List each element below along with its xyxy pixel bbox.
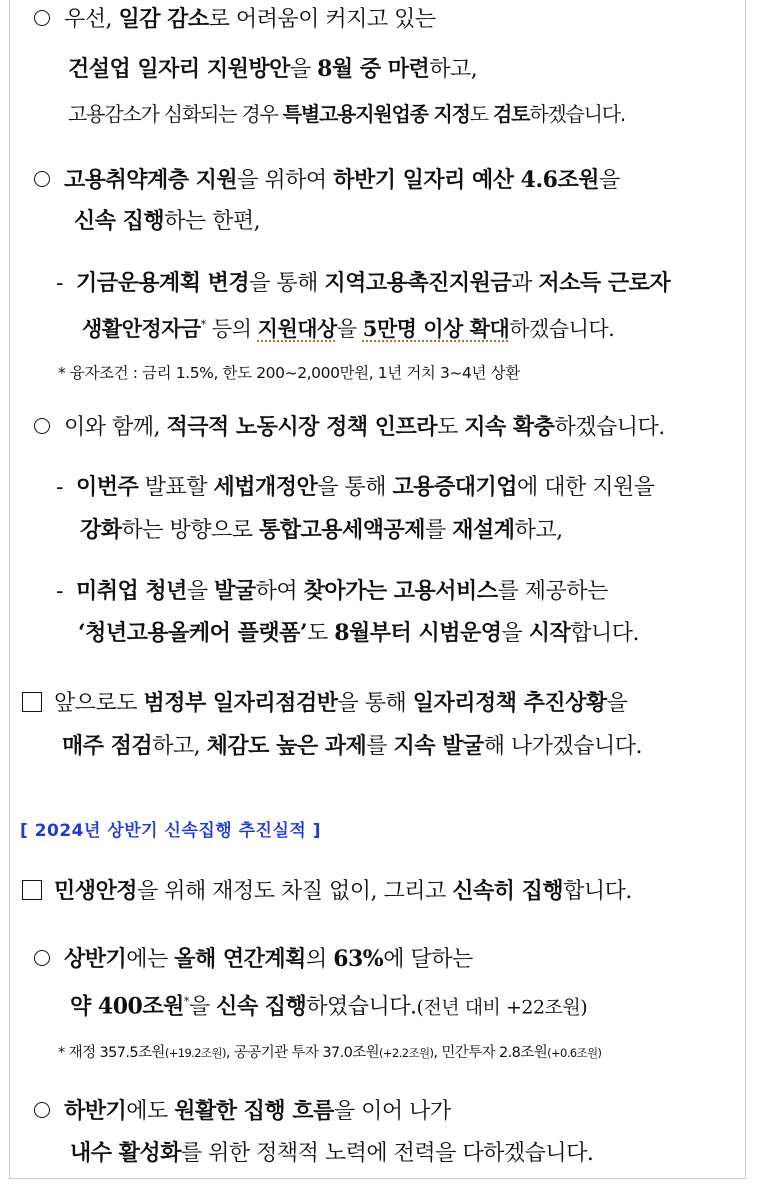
circle-bullet-icon — [34, 1102, 50, 1118]
bold-text: 강화 — [80, 517, 122, 543]
bold-text: 63% — [333, 946, 384, 972]
bold-text: 기금운용계획 변경 — [75, 270, 250, 296]
circle-bullet-icon — [34, 950, 50, 966]
footnote: * 융자조건 : 금리 1.5%, 한도 200~2,000만원, 1년 거치 3~4년 상환 — [58, 364, 520, 382]
text: 해 나가겠습니다. — [483, 734, 642, 759]
footnote — [58, 1042, 601, 1064]
circle-bullet-icon — [34, 171, 50, 187]
text: 도 — [437, 415, 465, 440]
bullet-line — [34, 944, 473, 975]
bold-text: 검토 — [493, 102, 530, 126]
text-line — [78, 618, 639, 649]
text-line — [74, 206, 260, 237]
text: 하고, — [514, 518, 563, 543]
text: (전년 대비 +22조원) — [416, 996, 588, 1019]
text: 하여 — [255, 579, 304, 604]
text: (+0.6조원) — [547, 1046, 602, 1060]
text: 하였습니다. — [306, 994, 417, 1020]
text: 를 — [366, 734, 394, 759]
bold-text: 저소득 근로자 — [538, 270, 671, 296]
bold-text: 일감 감소 — [118, 6, 209, 32]
footnote-mark: * — [183, 995, 189, 1008]
text: 하고, — [429, 57, 478, 82]
bold-text: 미취업 청년 — [75, 578, 187, 604]
dash-marker: - — [56, 271, 63, 296]
bold-text: 8월부터 시범운영 — [334, 620, 502, 646]
bold-text: 올해 연간계획 — [174, 946, 306, 972]
bold-text: 신속 집행 — [74, 208, 165, 234]
text: 을 이어 나가 — [333, 1099, 451, 1124]
bold-text: 하반기 — [64, 1098, 127, 1124]
text: 합니다. — [563, 879, 632, 904]
text: 앞으로도 — [54, 691, 144, 716]
text: 에 달하는 — [383, 947, 473, 972]
text: 로 어려움이 커지고 있는 — [208, 7, 436, 32]
square-bullet-icon — [22, 692, 42, 712]
text: 등의 — [205, 317, 258, 341]
bold-text: 지속 발굴 — [393, 733, 484, 759]
bold-text: 재설계 — [452, 517, 515, 543]
text: 에 대한 지원을 — [516, 475, 655, 500]
text: 이와 함께, — [64, 415, 167, 440]
bold-text: ‘청년고용올케어 플랫폼’ — [78, 620, 307, 646]
bold-text: 시작 — [528, 620, 571, 646]
text: 을 — [501, 621, 529, 646]
text: 을 — [606, 691, 628, 716]
text: 을 위해 재정도 차질 없이, 그리고 — [137, 879, 453, 904]
bold-text: 범정부 일자리점검반 — [143, 690, 338, 716]
bold-text: 체감도 높은 과제 — [206, 733, 367, 759]
text-line — [68, 99, 625, 129]
bold-text: 일자리정책 추진상황 — [412, 690, 607, 716]
text: , 공공기관 투자 37.0조원 — [225, 1045, 380, 1061]
bold-text: 하반기 일자리 예산 4.6조원 — [333, 167, 599, 193]
box-line — [22, 688, 627, 719]
text: 를 제공하는 — [497, 579, 608, 604]
bullet-line — [34, 165, 620, 196]
text: 하겠습니다. — [554, 415, 665, 440]
text: 을 — [598, 168, 620, 193]
text-line — [62, 731, 642, 762]
text: 도 — [469, 102, 494, 126]
text: 도 — [307, 621, 335, 646]
bold-text: 발굴 — [214, 578, 256, 604]
text: 하고, — [152, 734, 207, 759]
text-line — [70, 1138, 593, 1169]
text: 하겠습니다. — [509, 317, 615, 341]
text-line — [68, 54, 477, 85]
square-bullet-icon — [22, 880, 42, 900]
bold-text: 생활안정자금 — [82, 316, 201, 341]
bold-text: 지역고용촉진지원금 — [324, 270, 512, 296]
text: 하는 방향으로 — [121, 518, 260, 543]
text: 을 위하여 — [237, 168, 334, 193]
text: 을 통해 — [337, 691, 413, 716]
footnote-mark: * — [200, 318, 206, 331]
text: 을 — [186, 579, 215, 604]
text: 합니다. — [570, 621, 639, 646]
text: 을 — [188, 994, 217, 1020]
bold-text: 이번주 — [75, 474, 139, 500]
bold-text: 찾아가는 고용서비스 — [303, 578, 498, 604]
circle-bullet-icon — [34, 418, 50, 434]
section-header: [ 2024년 상반기 신속집행 추진실적 ] — [20, 821, 322, 841]
text: 을 통해 — [249, 271, 325, 296]
text: (+2.2조원) — [379, 1046, 434, 1060]
bold-text: 고용취약계층 지원 — [64, 167, 238, 193]
bullet-line — [34, 1096, 451, 1127]
bold-text: 신속히 집행 — [452, 878, 564, 904]
text: 을 통해 — [317, 475, 393, 500]
dash-line — [56, 576, 608, 607]
circle-bullet-icon — [34, 10, 50, 26]
text-line — [82, 310, 614, 344]
bold-text: 건설업 일자리 지원방안 — [68, 56, 290, 82]
text: 을 — [289, 57, 318, 82]
bold-text: 지원대상 — [257, 316, 337, 341]
bold-text: 고용증대기업 — [392, 474, 517, 500]
text: 우선, — [64, 7, 119, 32]
dash-marker: - — [56, 475, 63, 500]
bold-text: 상반기 — [64, 946, 127, 972]
text: 하겠습니다. — [529, 102, 626, 126]
text: * 재정 357.5조원 — [58, 1045, 165, 1061]
bold-text: 원활한 집행 흐름 — [174, 1098, 334, 1124]
bold-text: 지속 확충 — [464, 414, 555, 440]
text: 고용감소가 심화되는 경우 — [68, 102, 283, 126]
dash-line — [56, 268, 670, 299]
text: 하는 한편, — [164, 209, 261, 234]
bold-text: 8월 중 마련 — [317, 56, 430, 82]
bold-text: 내수 활성화 — [70, 1140, 181, 1166]
bullet-line — [34, 412, 665, 443]
text: 을 — [336, 317, 363, 341]
text: 발표할 — [138, 475, 214, 500]
bold-text: 매주 점검 — [62, 733, 153, 759]
bold-text: 약 400조원 — [70, 993, 184, 1020]
text: , 민간투자 2.8조원 — [433, 1045, 548, 1061]
dash-marker: - — [56, 579, 63, 604]
text-line — [80, 515, 563, 546]
bold-text: 민생안정 — [54, 878, 138, 904]
text: 에는 — [126, 947, 175, 972]
text: 과 — [511, 271, 539, 296]
bold-text: 5만명 이상 확대 — [362, 316, 510, 341]
bullet-line — [34, 4, 436, 35]
text: 를 — [425, 518, 453, 543]
bold-text: 특별고용지원업종 지정 — [282, 102, 470, 126]
text: 에도 — [126, 1099, 175, 1124]
box-line — [22, 876, 632, 907]
text: (+19.2조원) — [164, 1046, 226, 1060]
text: 의 — [305, 947, 334, 972]
text: 를 위한 정책적 노력에 전력을 다하겠습니다. — [180, 1141, 594, 1166]
dash-line — [56, 472, 654, 503]
text-line — [70, 987, 587, 1022]
bold-text: 신속 집행 — [216, 993, 307, 1020]
bold-text: 통합고용세액공제 — [259, 517, 426, 543]
bold-text: 적극적 노동시장 정책 인프라 — [166, 414, 438, 440]
bold-text: 세법개정안 — [213, 474, 318, 500]
